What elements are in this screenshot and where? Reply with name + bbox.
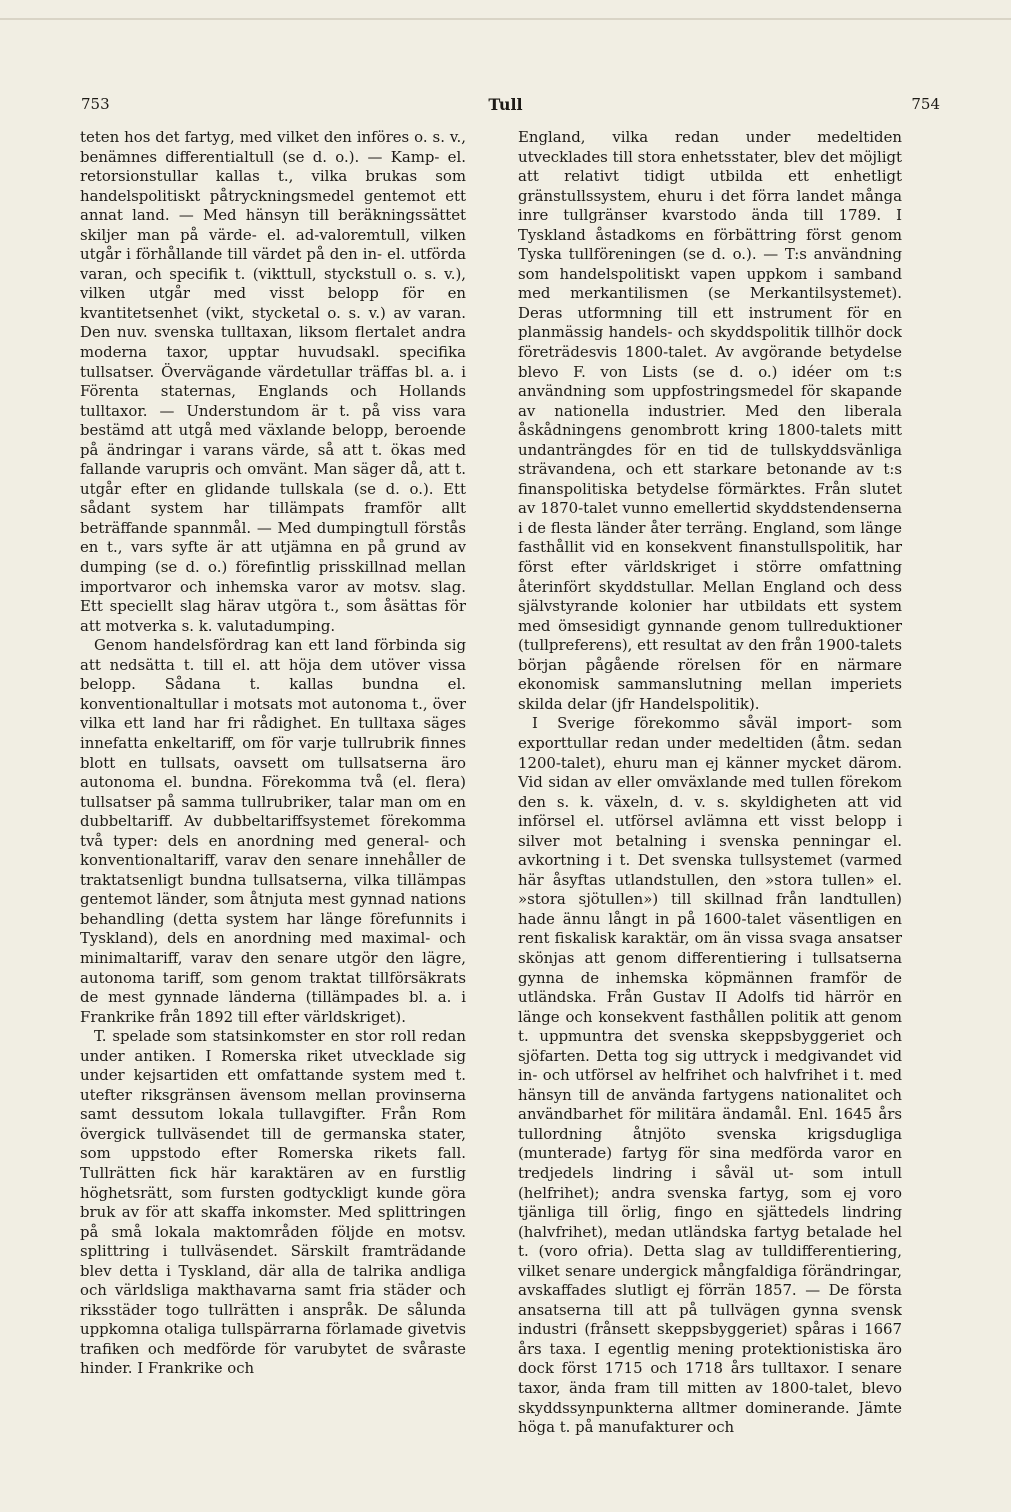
page-number-right: 754 xyxy=(911,95,940,113)
left-column xyxy=(80,128,466,1478)
scan-edge-line xyxy=(0,18,1011,20)
paragraph: T. spelade som statsinkomster en stor roll redan under antiken. I Romerska riket utvecklade sig under kejsartiden ett omfattande system med t. utefter riksgränsen ävensom mellan provinserna samt dessutom lokala tullavgifter. Från Rom övergick tullväsendet till de germanska stater, som uppstodo efter Romerska rikets fall. Tullrätten fick här karaktären av en furstlig höghetsrätt, som fursten godtyckligt kunde göra bruk av för att skaffa inkomster. Med splittringen på små lokala maktområden följde en motsv. splittring i tullväsendet. Särskilt framträdande blev detta i Tyskland, där alla de talrika andliga och världsliga makthavarna samt fria städer och riksstäder togo tullrätten i anspråk. De sålunda uppkomna otaliga tullspärrarna förlamade givetvis trafiken och medförde för varubytet de svåraste hinder. I Frankrike och xyxy=(80,1027,466,1378)
paragraph: teten hos det fartyg, med vilket den införes o. s. v., benämnes differentialtull (se d. o.). — Kamp- el. retorsionstullar kallas t., vilka brukas som handelspolitiskt påtryckningsmedel gentemot ett annat land. — Med hänsyn till beräkningssättet skiljer man på värde- el. ad-valoremtull, vilken utgår i förhållande till värdet på den in- el. utförda varan, och specifik t. (vikttull, styckstull o. s. v.), vilken utgår med visst belopp för en kvantitetsenhet (vikt, stycketal o. s. v.) av varan. Den nuv. svenska tulltaxan, liksom flertalet andra moderna taxor, upptar huvudsakl. specifika tullsatser. Övervägande värdetullar träffas bl. a. i Förenta staternas, Englands och Hollands tulltaxor. — Understundom är t. på viss vara bestämd att utgå med växlande belopp, beroende på ändringar i varans värde, så att t. ökas med fallande varupris och omvänt. Man säger då, att t. utgår efter en glidande tullskala (se d. o.). Ett sådant system har tillämpats framför allt beträffande spannmål. — Med dumpingtull förstås en t., vars syfte är att utjämna en på grund av dumping (se d. o.) förefintlig prisskillnad mellan importvaror och inhemska varor av motsv. slag. Ett speciellt slag härav utgöra t., som åsättas för att motverka s. k. valutadumping. xyxy=(80,128,466,635)
right-column xyxy=(518,128,902,1478)
page-title: Tull xyxy=(488,95,523,114)
paragraph: England, vilka redan under medeltiden utvecklades till stora enhetsstater, blev det möjligt att relativt tidigt utbilda ett enhetligt gränstullssystem, ehuru i det förra landet många inre tullgränser kvarstodo ända till 1789. I Tyskland åstadkoms en förbättring först genom Tyska tullföreningen (se d. o.). — T:s användning som handelspolitiskt vapen uppkom i samband med merkantilismen (se Merkantilsystemet). Deras utformning till ett instrument för en planmässig handels- och skyddspolitik tillhör dock företrädesvis 1800-talet. Av avgörande betydelse blevo F. von Lists (se d. o.) idéer om t:s användning som uppfostringsmedel för skapande av nationella industrier. Med den liberala åskådningens genombrott kring 1800-talets mitt undanträngdes för en tid de tullskyddsvänliga strävandena, och ett starkare betonande av t:s finanspolitiska betydelse förmärktes. Från slutet av 1870-talet vunno emellertid skyddstendenserna i de flesta länder åter terräng. England, som länge fasthållit vid en konsekvent finanstullspolitik, har först efter världskriget i större omfattning återinfört skyddstullar. Mellan England och dess självstyrande kolonier har utbildats ett system med ömsesidigt gynnande genom tullreduktioner (tullpreferens), ett resultat av den från 1900-talets början pågående rörelsen för en närmare ekonomisk sammanslutning mellan imperiets skilda delar (jfr Handelspolitik). xyxy=(518,128,902,713)
page-number-left: 753 xyxy=(81,95,110,113)
paragraph: I Sverige förekommo såväl import- som exporttullar redan under medeltiden (åtm. sedan 1200-talet), ehuru man ej känner mycket därom. Vid sidan av eller omväxlande med tullen förekom den s. k. växeln, d. v. s. skyldigheten att vid införsel el. utförsel avlämna ett visst belopp i silver mot betalning i svenska penningar el. avkortning i t. Det svenska tullsystemet (varmed här åsyftas utlandstullen, den »stora tullen» el. »stora sjötullen») till skillnad från landtullen) hade ännu långt in på 1600-talet väsentligen en rent fiskalisk karaktär, om än vissa svaga ansatser skönjas att genom differentiering i tullsatserna gynna de inhemska köpmännen framför de utländska. Från Gustav II Adolfs tid härrör en länge och konsekvent fasthållen politik att genom t. uppmuntra det svenska skeppsbyggeriet och sjöfarten. Detta tog sig uttryck i medgivandet vid in- och utförsel av helfrihet och halvfrihet i t. med hänsyn till de använda fartygens nationalitet och användbarhet för militära ändamål. Enl. 1645 års tullordning åtnjöto svenska krigsdugliga (munterade) fartyg för sina medförda varor en tredjedels lindring i såväl ut- som intull (helfrihet); andra svenska fartyg, som ej voro tjänliga till örlig, fingo en sjättedels lindring (halvfrihet), medan utländska fartyg betalade hel t. (voro ofria). Detta slag av tulldifferentiering, vilket senare undergick mångfaldiga förändringar, avskaffades slutligt ej förrän 1857. — De första ansatserna till att på tullvägen gynna svensk industri (frånsett skeppsbyggeriet) spåras i 1667 års taxa. I egentlig mening protektionistiska äro dock först 1715 och 1718 års tulltaxor. I senare taxor, ända fram till mitten av 1800-talet, blevo skyddssynpunkterna alltmer dominerande. Jämte höga t. på manufakturer och xyxy=(518,714,902,1437)
paragraph: Genom handelsfördrag kan ett land förbinda sig att nedsätta t. till el. att höja dem utöver vissa belopp. Sådana t. kallas bundna el. konventionaltullar i motsats mot autonoma t., över vilka ett land har fri rådighet. En tulltaxa säges innefatta enkeltariff, om för varje tullrubrik finnes blott en tullsats, oavsett om tullsatserna äro autonoma el. bundna. Förekomma två (el. flera) tullsatser på samma tullrubriker, talar man om en dubbeltariff. Av dubbeltariffsystemet förekomma två typer: dels en anordning med general- och konventionaltariff, varav den senare innehåller de traktatsenligt bundna tullsatserna, vilka tillämpas gentemot länder, som åtnjuta mest gynnad nations behandling (detta system har länge förefunnits i Tyskland), dels en anordning med maximal- och minimaltariff, varav den senare utgör den lägre, autonoma tariff, som genom traktat tillförsäkrats de mest gynnade länderna (tillämpades bl. a. i Frankrike från 1892 till efter världskriget). xyxy=(80,636,466,1026)
